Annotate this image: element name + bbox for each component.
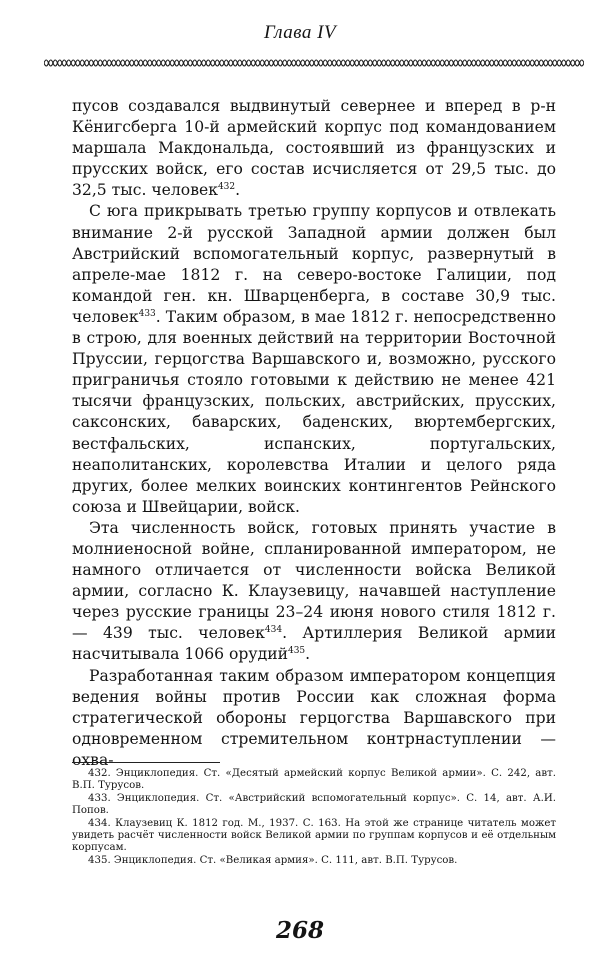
main-text (72, 96, 556, 771)
footnote: 434. Клаузевиц К. 1812 год. М., 1937. С. 163. На этой же странице читатель может увидеть расчёт численности войск Великой армии по группам корпусов и её отдельным корпусам. (72, 817, 556, 854)
footnote-ref[interactable]: 432 (217, 182, 236, 193)
footnote: 433. Энциклопедия. Ст. «Австрийский вспомогательный корпус». С. 14, авт. А.И. Попов. (72, 792, 556, 817)
paragraph: Разработанная таким образом императором концепция ведения войны против России как сложная форма стратегической обороны герцогства Варшавского при одновременном стремительном контрнаступлении — охва- (72, 666, 556, 769)
footnote-ref[interactable]: 434 (264, 625, 283, 636)
footnote-ref[interactable]: 435 (287, 646, 306, 657)
paragraph: Эта численность войск, готовых принять участие в молниеносной войне, спланированной императором, не намного отличается от численности войска Великой армии, согласно К. Клаузевицу, начавшей наступление через русские границы 23–24 июня нового стиля 1812 г. — 439 тыс. человек$^{434}$. Артиллерия Великой армии насчитывала 1066 орудий$^{435}$. (72, 518, 556, 664)
paragraph: С юга прикрывать третью группу корпусов и отвлекать внимание 2-й русской Западной армии должен был Австрийский вспомогательный корпус, развернутый в апреле-мае 1812 г. на северо-востоке Галиции, под командой ген. кн. Шварценберга, в составе 30,9 тыс. человек$^{433}$. Таким образом, в мае 1812 г. непосредственно в строю, для военных действий на территории Восточной Пруссии, герцогства Варшавского и, возможно, русского приграничья стояло готовыми к действию не менее 421 тысячи французских, польских, австрийских, прусских, саксонских, баварских, баденских, вюртембергских, вестфальских, испанских, португальских, неаполитанских, королевства Италии и целого ряда других, более мелких воинских контингентов Рейнского союза и Швейцарии, войск. (72, 202, 556, 516)
paragraph: пусов создавался выдвинутый севернее и вперед в р-н Кёнигсберга 10-й армейский корпус под командованием маршала Макдональда, состоявший из французских и прусских войск, его состав исчисляется от 29,5 тыс. до 32,5 тыс. человек$^{432}$. (72, 97, 556, 200)
footnote: 432. Энциклопедия. Ст. «Десятый армейский корпус Великой армии». С. 242, авт. В.П. Турусов. (72, 768, 556, 792)
ornament-divider (44, 56, 584, 70)
footnote: 435. Энциклопедия. Ст. «Великая армия». С. 111, авт. В.П. Турусов. (88, 854, 458, 866)
page-number: 268 (275, 917, 324, 944)
running-header: Глава IV (263, 22, 337, 43)
footnotes (72, 768, 556, 867)
footnote-separator (72, 762, 220, 763)
footnote-ref[interactable]: 433 (138, 308, 156, 319)
